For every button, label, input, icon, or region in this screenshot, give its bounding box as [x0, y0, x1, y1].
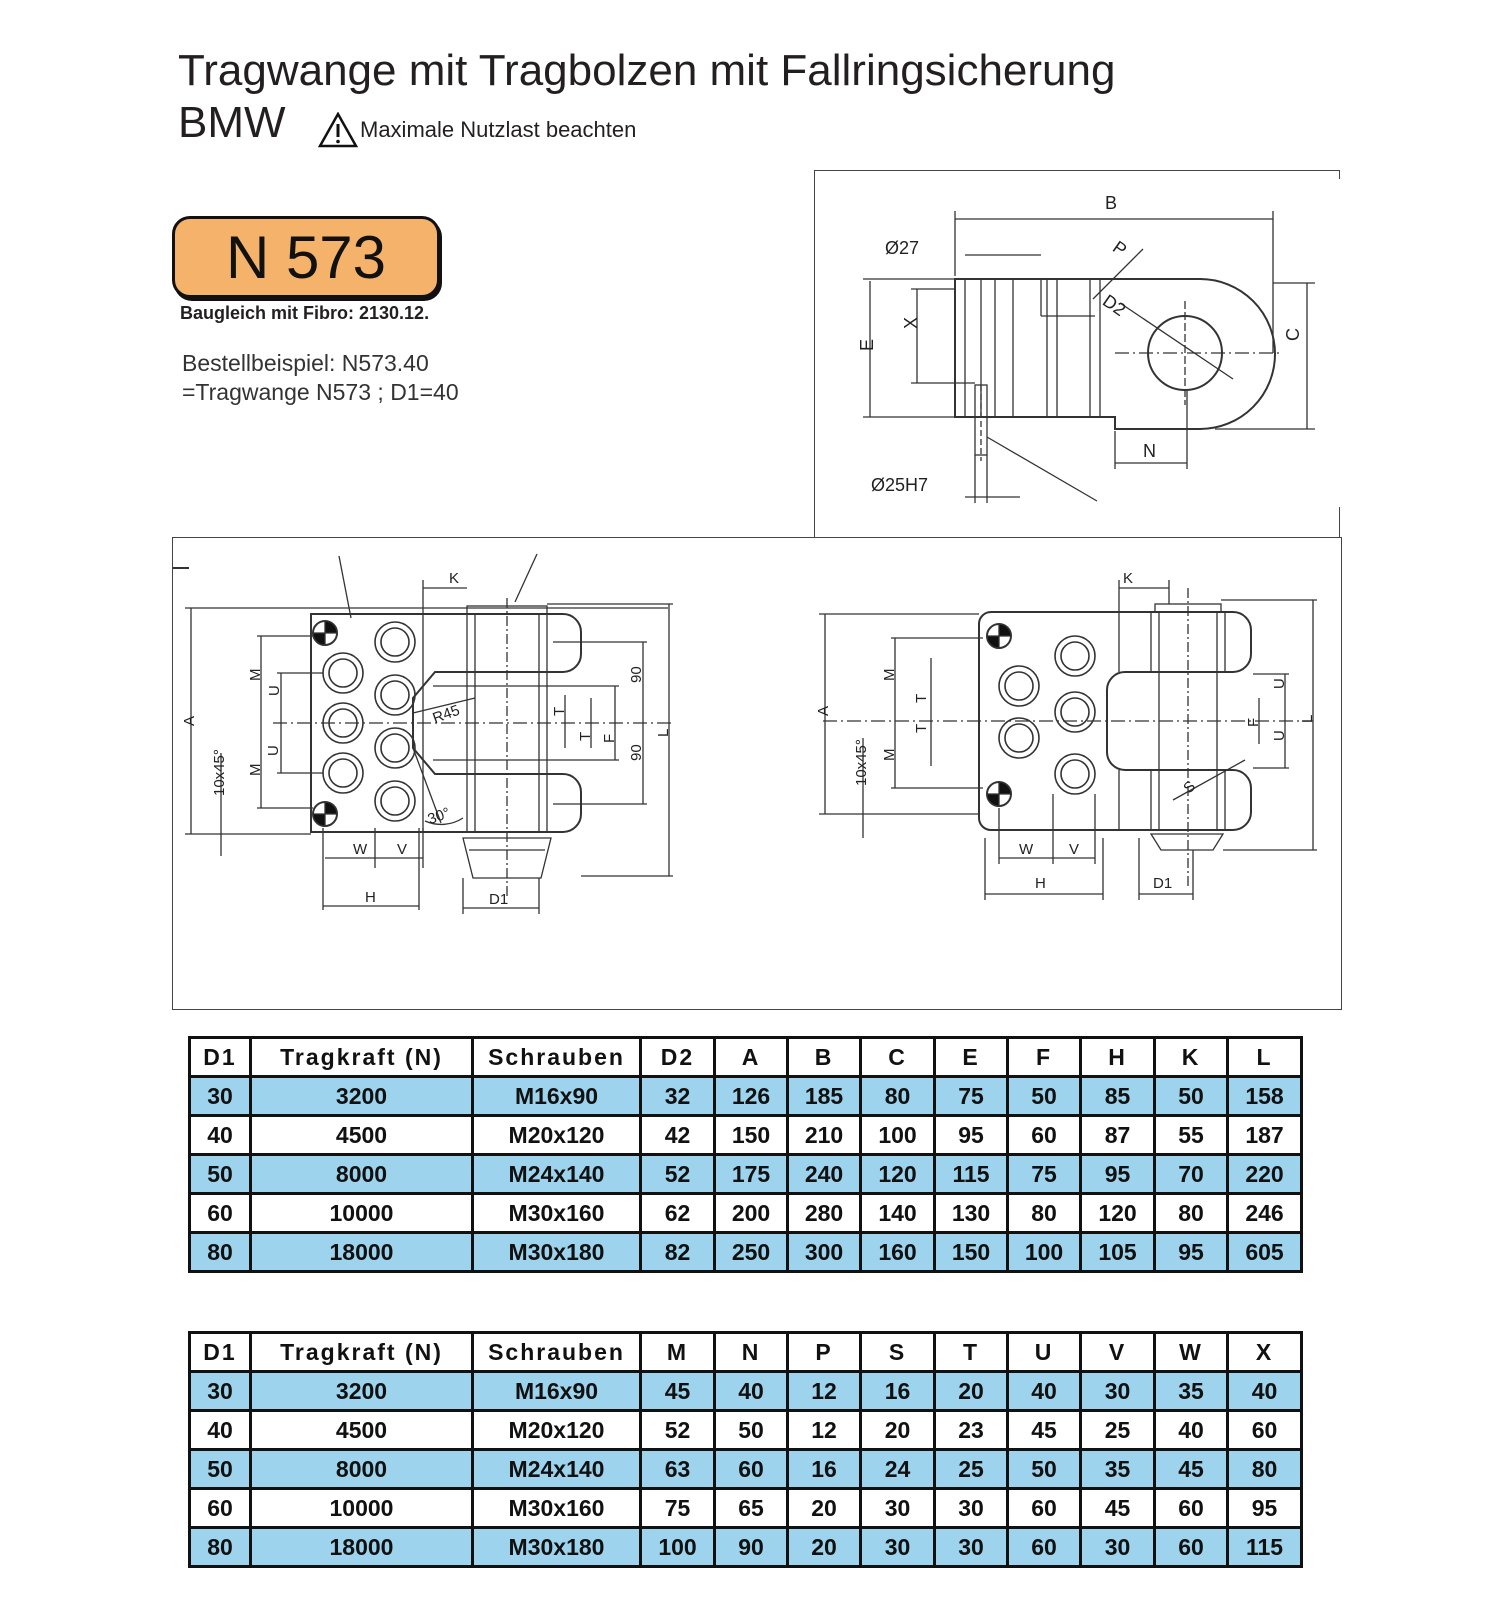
- table-cell: 3200: [251, 1077, 473, 1116]
- dim-t-right: T: [913, 693, 930, 703]
- dim-d1-right: D1: [1153, 875, 1173, 892]
- table-cell: 60: [1155, 1528, 1228, 1567]
- dim-h-right: H: [1035, 875, 1046, 892]
- dim-d27: Ø27: [885, 238, 920, 258]
- table-cell: 60: [1008, 1116, 1081, 1155]
- compatibility-note: Baugleich mit Fibro: 2130.12.: [180, 303, 430, 323]
- table-cell: 18000: [251, 1528, 473, 1567]
- table-cell: 250: [715, 1233, 788, 1272]
- table-cell: M24x140: [473, 1155, 641, 1194]
- table-cell: M16x90: [473, 1372, 641, 1411]
- table-cell: 80: [190, 1528, 251, 1567]
- table-cell: M30x160: [473, 1489, 641, 1528]
- top-view-drawing: [814, 170, 1340, 538]
- table-cell: 120: [1081, 1194, 1155, 1233]
- table-cell: 45: [1155, 1450, 1228, 1489]
- table-cell: 280: [788, 1194, 861, 1233]
- table-cell: 20: [788, 1528, 861, 1567]
- table-cell: 130: [935, 1194, 1008, 1233]
- table-cell: 32: [641, 1077, 715, 1116]
- table-header-row: [190, 1038, 1302, 1077]
- table-cell: M30x180: [473, 1528, 641, 1567]
- table-row: [190, 1450, 1302, 1489]
- table-cell: M20x120: [473, 1116, 641, 1155]
- table-row: [190, 1116, 1302, 1155]
- dim-p: P: [1109, 236, 1131, 261]
- table-cell: 50: [1008, 1450, 1081, 1489]
- product-badge: N 573: [172, 216, 440, 298]
- dim-a-right: A: [815, 705, 832, 716]
- table-cell: 23: [935, 1411, 1008, 1450]
- table-cell: 120: [861, 1155, 935, 1194]
- dim-30-left: 30°: [425, 804, 453, 829]
- table-cell: 60: [1008, 1528, 1081, 1567]
- column-header: A: [715, 1038, 788, 1077]
- table-cell: 40: [1008, 1372, 1081, 1411]
- column-header: T: [935, 1333, 1008, 1372]
- table-cell: 4500: [251, 1116, 473, 1155]
- table-cell: 80: [1228, 1450, 1302, 1489]
- dim-k-left: K: [449, 570, 460, 587]
- column-header: D2: [641, 1038, 715, 1077]
- column-header: Tragkraft (N): [251, 1333, 473, 1372]
- dim-m-right: M: [881, 668, 898, 681]
- table-cell: 150: [715, 1116, 788, 1155]
- dim-r45-left: R45: [430, 701, 463, 728]
- dim-u-right: U: [1271, 678, 1288, 689]
- dim-w-right: W: [1019, 841, 1034, 858]
- table-cell: 30: [190, 1077, 251, 1116]
- table-cell: 63: [641, 1450, 715, 1489]
- table-cell: 605: [1228, 1233, 1302, 1272]
- column-header: L: [1228, 1038, 1302, 1077]
- dim-90-left: 90: [628, 666, 645, 683]
- table-cell: 160: [861, 1233, 935, 1272]
- table-row: [190, 1411, 1302, 1450]
- column-header: V: [1081, 1333, 1155, 1372]
- dim-chamfer-left: 10x45°: [211, 749, 228, 796]
- dim-x: X: [901, 316, 921, 329]
- dim-s-right: S: [1180, 777, 1199, 798]
- table-cell: 80: [861, 1077, 935, 1116]
- table-cell: 80: [190, 1233, 251, 1272]
- dim-t-left: T: [551, 706, 568, 716]
- table-cell: 60: [715, 1450, 788, 1489]
- order-example-line1: Bestellbeispiel: N573.40: [182, 350, 429, 376]
- column-header: B: [788, 1038, 861, 1077]
- table-cell: 10000: [251, 1489, 473, 1528]
- table-cell: 90: [715, 1528, 788, 1567]
- column-header: X: [1228, 1333, 1302, 1372]
- table-cell: 30: [1081, 1528, 1155, 1567]
- table-cell: M16x90: [473, 1077, 641, 1116]
- column-header: D1: [190, 1333, 251, 1372]
- dim-90b-left: 90: [628, 744, 645, 761]
- table-cell: 150: [935, 1233, 1008, 1272]
- table-cell: 40: [190, 1116, 251, 1155]
- column-header: H: [1081, 1038, 1155, 1077]
- dim-w-left: W: [353, 841, 368, 858]
- table-cell: 12: [788, 1411, 861, 1450]
- table-cell: 42: [641, 1116, 715, 1155]
- column-header: Schrauben: [473, 1333, 641, 1372]
- table-cell: 30: [861, 1528, 935, 1567]
- table-cell: 4500: [251, 1411, 473, 1450]
- table-cell: 50: [190, 1155, 251, 1194]
- table-row: [190, 1194, 1302, 1233]
- table-cell: 175: [715, 1155, 788, 1194]
- table-cell: 80: [1008, 1194, 1081, 1233]
- table-cell: 220: [1228, 1155, 1302, 1194]
- table-cell: 18000: [251, 1233, 473, 1272]
- column-header: K: [1155, 1038, 1228, 1077]
- table-row: [190, 1155, 1302, 1194]
- table-cell: 8000: [251, 1450, 473, 1489]
- dim-v-left: V: [397, 841, 408, 858]
- table-cell: 75: [1008, 1155, 1081, 1194]
- table-row: [190, 1489, 1302, 1528]
- table-cell: 115: [935, 1155, 1008, 1194]
- table-cell: 24: [861, 1450, 935, 1489]
- table-cell: 158: [1228, 1077, 1302, 1116]
- table-cell: 45: [1081, 1489, 1155, 1528]
- table-row: [190, 1528, 1302, 1567]
- table-cell: 95: [1081, 1155, 1155, 1194]
- table-cell: 100: [861, 1116, 935, 1155]
- dim-v-right: V: [1069, 841, 1080, 858]
- dim-l-right: L: [1299, 714, 1316, 723]
- table-cell: 85: [1081, 1077, 1155, 1116]
- table-cell: 8000: [251, 1155, 473, 1194]
- column-header: M: [641, 1333, 715, 1372]
- column-header: Tragkraft (N): [251, 1038, 473, 1077]
- table-cell: 45: [641, 1372, 715, 1411]
- table-cell: 25: [935, 1450, 1008, 1489]
- table-cell: 115: [1228, 1528, 1302, 1567]
- table-cell: 45: [1008, 1411, 1081, 1450]
- table-cell: 95: [935, 1116, 1008, 1155]
- table-cell: 20: [861, 1411, 935, 1450]
- table-cell: 40: [190, 1411, 251, 1450]
- dimension-table-1: [188, 1036, 1303, 1273]
- table-cell: 10000: [251, 1194, 473, 1233]
- table-row: [190, 1372, 1302, 1411]
- table-cell: 30: [935, 1489, 1008, 1528]
- table-cell: 30: [861, 1489, 935, 1528]
- dim-chamfer-right: 10x45°: [853, 739, 870, 786]
- dim-h-left: H: [365, 889, 376, 906]
- column-header: Schrauben: [473, 1038, 641, 1077]
- table-cell: 30: [1081, 1372, 1155, 1411]
- table-cell: 185: [788, 1077, 861, 1116]
- table-cell: 100: [1008, 1233, 1081, 1272]
- table-cell: 100: [641, 1528, 715, 1567]
- dim-n: N: [1143, 441, 1156, 461]
- table-cell: M30x180: [473, 1233, 641, 1272]
- table-cell: 60: [1155, 1489, 1228, 1528]
- dim-u-left: U: [266, 685, 283, 696]
- table-cell: 200: [715, 1194, 788, 1233]
- table-cell: 65: [715, 1489, 788, 1528]
- dim-e: E: [857, 338, 877, 351]
- table-cell: 240: [788, 1155, 861, 1194]
- table-cell: 52: [641, 1411, 715, 1450]
- table-cell: 60: [1228, 1411, 1302, 1450]
- dimension-table-2: [188, 1331, 1303, 1568]
- table-cell: 95: [1155, 1233, 1228, 1272]
- column-header: E: [935, 1038, 1008, 1077]
- table-cell: 30: [935, 1528, 1008, 1567]
- table-cell: 50: [1155, 1077, 1228, 1116]
- dim-d1-left: D1: [489, 891, 509, 908]
- dim-b: B: [1105, 193, 1118, 213]
- warning-note: [318, 112, 636, 148]
- table-cell: 16: [861, 1372, 935, 1411]
- dim-d25: Ø25H7: [871, 475, 929, 495]
- table-row: [190, 1077, 1302, 1116]
- dim-a-left: A: [181, 715, 198, 726]
- front-views-drawing: [172, 537, 1342, 1010]
- table-cell: 55: [1155, 1116, 1228, 1155]
- order-example-line2: =Tragwange N573 ; D1=40: [182, 379, 459, 405]
- dim-l-left: L: [655, 728, 672, 737]
- table-cell: 126: [715, 1077, 788, 1116]
- table-cell: 25: [1081, 1411, 1155, 1450]
- table-cell: 3200: [251, 1372, 473, 1411]
- table-cell: 40: [1228, 1372, 1302, 1411]
- table-cell: 20: [788, 1489, 861, 1528]
- column-header: N: [715, 1333, 788, 1372]
- table-cell: 35: [1155, 1372, 1228, 1411]
- table-cell: 140: [861, 1194, 935, 1233]
- column-header: D1: [190, 1038, 251, 1077]
- table-cell: M30x160: [473, 1194, 641, 1233]
- dim-u2-right: U: [1271, 730, 1288, 741]
- table-cell: 20: [935, 1372, 1008, 1411]
- column-header: C: [861, 1038, 935, 1077]
- table-cell: 105: [1081, 1233, 1155, 1272]
- table-cell: 40: [715, 1372, 788, 1411]
- dim-m2-right: M: [881, 748, 898, 761]
- column-header: P: [788, 1333, 861, 1372]
- table-cell: 40: [1155, 1411, 1228, 1450]
- table-cell: 70: [1155, 1155, 1228, 1194]
- column-header: W: [1155, 1333, 1228, 1372]
- warning-triangle-icon: [318, 112, 358, 148]
- dim-t2-right: T: [913, 723, 930, 733]
- table-row: [190, 1233, 1302, 1272]
- table-cell: 80: [1155, 1194, 1228, 1233]
- table-cell: 246: [1228, 1194, 1302, 1233]
- table-header-row: [190, 1333, 1302, 1372]
- table-cell: 300: [788, 1233, 861, 1272]
- table-cell: M24x140: [473, 1450, 641, 1489]
- table-cell: 210: [788, 1116, 861, 1155]
- table-cell: 187: [1228, 1116, 1302, 1155]
- table-cell: 16: [788, 1450, 861, 1489]
- table-cell: 60: [190, 1489, 251, 1528]
- table-cell: 30: [190, 1372, 251, 1411]
- dim-d2: D2: [1099, 290, 1130, 321]
- warning-text: Maximale Nutzlast beachten: [360, 117, 637, 142]
- dim-c: C: [1283, 328, 1303, 341]
- table-cell: 75: [641, 1489, 715, 1528]
- column-header: U: [1008, 1333, 1081, 1372]
- dim-f-right: F: [1245, 717, 1262, 727]
- table-cell: 95: [1228, 1489, 1302, 1528]
- table-cell: 62: [641, 1194, 715, 1233]
- table-cell: 12: [788, 1372, 861, 1411]
- table-cell: 50: [190, 1450, 251, 1489]
- table-cell: 52: [641, 1155, 715, 1194]
- table-cell: 50: [1008, 1077, 1081, 1116]
- dim-m2-left: M: [247, 763, 264, 776]
- table-cell: 87: [1081, 1116, 1155, 1155]
- table-cell: 82: [641, 1233, 715, 1272]
- table-cell: 60: [1008, 1489, 1081, 1528]
- column-header: S: [861, 1333, 935, 1372]
- dim-k-right: K: [1123, 570, 1134, 587]
- dim-f-left: F: [601, 733, 618, 743]
- table-cell: 60: [190, 1194, 251, 1233]
- page-subtitle: BMW: [178, 98, 286, 147]
- table-cell: M20x120: [473, 1411, 641, 1450]
- dim-u2-left: U: [265, 745, 282, 756]
- table-cell: 35: [1081, 1450, 1155, 1489]
- dim-t2-left: T: [577, 731, 594, 741]
- table-cell: 50: [715, 1411, 788, 1450]
- column-header: F: [1008, 1038, 1081, 1077]
- table-cell: 75: [935, 1077, 1008, 1116]
- page-title: Tragwange mit Tragbolzen mit Fallringsicherung: [178, 46, 1116, 95]
- dim-m-left: M: [247, 668, 264, 681]
